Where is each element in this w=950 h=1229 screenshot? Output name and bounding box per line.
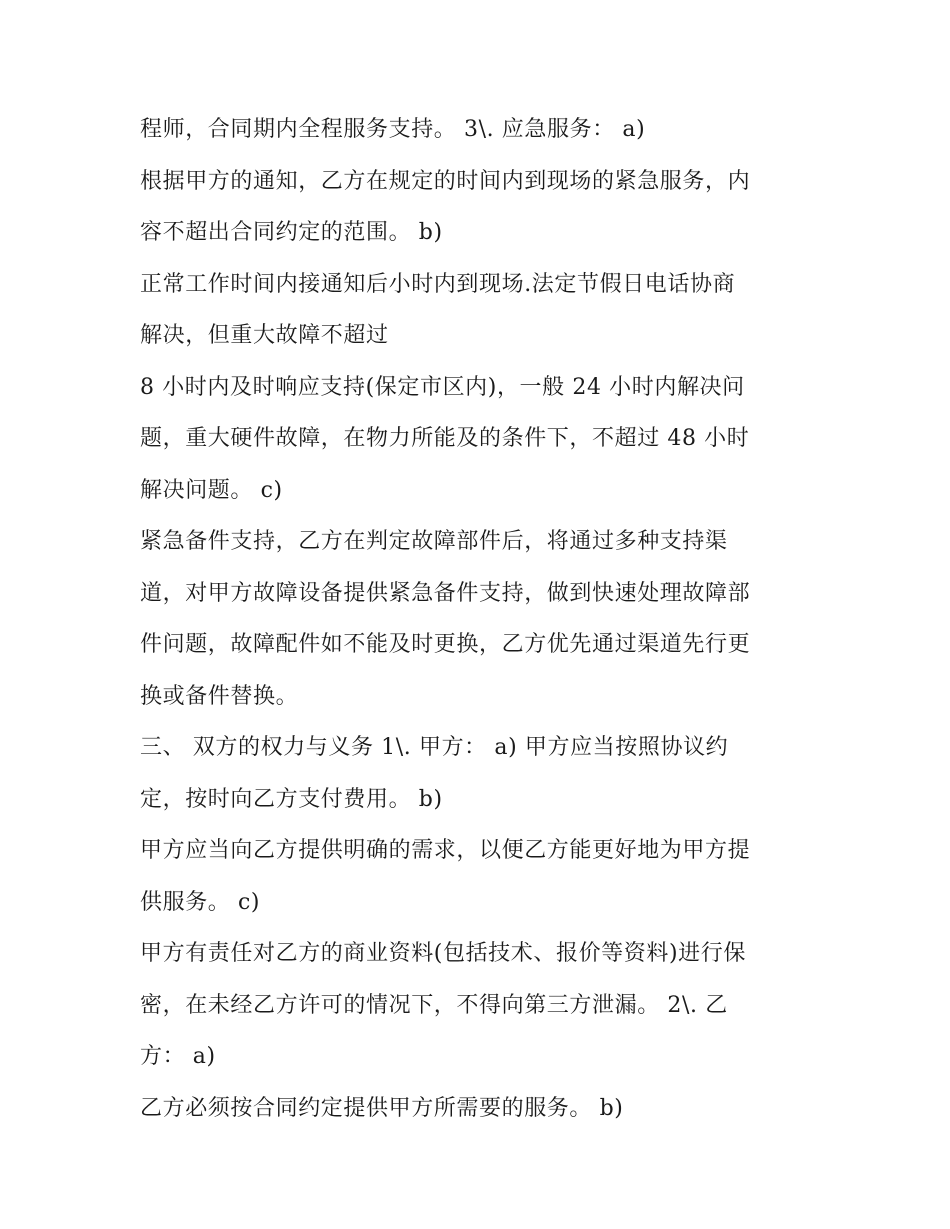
text-line: 方： a) bbox=[140, 1044, 216, 1069]
text-line: 供服务。 c) bbox=[140, 889, 261, 915]
text-line: 解决问题。 c) bbox=[140, 477, 283, 503]
text-line: 道，对甲方故障设备提供紧急备件支持，做到快速处理故障部 bbox=[140, 580, 751, 606]
text-line: 件问题，故障配件如不能及时更换，乙方优先通过渠道先行更 bbox=[140, 632, 751, 657]
text-line: 解决，但重大故障不超过 bbox=[140, 323, 389, 348]
contract-text-body bbox=[140, 108, 830, 1138]
text-line: 密，在未经乙方许可的情况下，不得向第三方泄漏。 2\. 乙 bbox=[140, 992, 728, 1018]
text-line: 换或备件替换。 bbox=[140, 683, 299, 709]
text-line: 正常工作时间内接通知后小时内到现场.法定节假日电话协商 bbox=[140, 271, 736, 297]
text-line: 题，重大硬件故障，在物力所能及的条件下，不超过 48 小时 bbox=[140, 426, 750, 451]
text-line: 甲方应当向乙方提供明确的需求，以便乙方能更好地为甲方提 bbox=[140, 838, 751, 863]
text-line: 三、 双方的权力与义务 1\. 甲方： a) 甲方应当按照协议约 bbox=[140, 735, 729, 760]
text-line: 紧急备件支持，乙方在判定故障部件后，将通过多种支持渠 bbox=[140, 529, 728, 554]
text-line: 8 小时内及时响应支持(保定市区内)，一般 24 小时内解决问 bbox=[140, 374, 745, 400]
text-line: 根据甲方的通知，乙方在规定的时间内到现场的紧急服务，内 bbox=[140, 168, 751, 194]
text-line: 定，按时向乙方支付费用。 b) bbox=[140, 786, 443, 812]
text-line: 乙方必须按合同约定提供甲方所需要的服务。 b) bbox=[140, 1095, 624, 1121]
text-line: 容不超出合同约定的范围。 b) bbox=[140, 220, 443, 245]
text-line: 程师，合同期内全程服务支持。 3\. 应急服务： a) bbox=[140, 117, 646, 142]
text-line: 甲方有责任对乙方的商业资料(包括技术、报价等资料)进行保 bbox=[140, 941, 746, 966]
